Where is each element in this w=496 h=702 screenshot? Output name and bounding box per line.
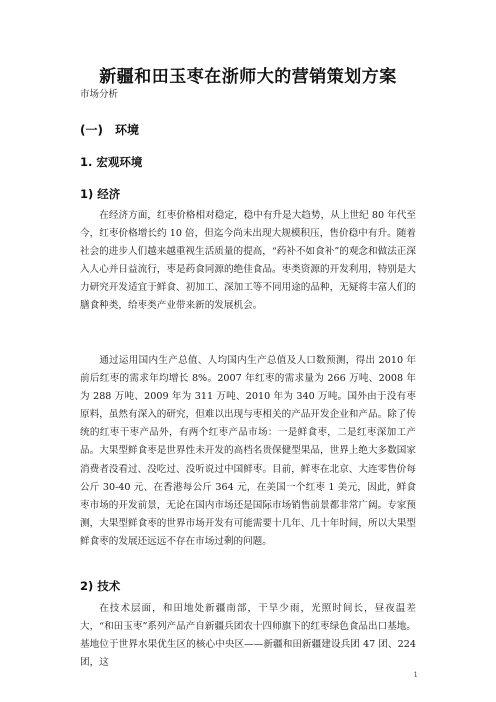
item-heading-technology: 2) 技术 (80, 579, 121, 593)
section-heading: (一) 环境 (80, 123, 139, 137)
paragraph-economy-2: 通过运用国内生产总值、人均国内生产总值及人口数预测，得出 2010 年前后红枣的需求年均增长 8%。2007 年红枣的需求量为 266 万吨、2008 年为 288 万吨、2009 年为 311 万吨、2010 年为 340 万吨。国外由于没有枣原料，虽然有深入的研究，但难以出现与枣相关的产品开发企业和产品。除了传统的红枣干枣产品外，有两个红枣产品市场：一是鲜食枣，二是红枣深加工产品。大果型鲜食枣是世界性未开发的高档名贵保健型果品，世界上绝大多数国家消费者没看过、没吃过、没听说过中国鲜枣。目前，鲜枣在北京、大连零售价每公斤 30-40 元、在香港每公斤 364 元，在美国一个红枣 1 美元，因此，鲜食枣市场的开发前景，无论在国内市场还是国际市场销售前景都非常广阔。专家预测，大果型鲜食枣的世界市场开发有可能需要十几年、几十年时间，所以大果型鲜食枣的发展还远远不存在市场过剩的问题。 (80, 355, 416, 547)
paragraph-technology-1: 在技术层面，和田地处新疆南部，干旱少雨，光照时间长，昼夜温差大，“和田玉枣”系列产品产自新疆兵团农十四师旗下的红枣绿色食品出口基地。基地位于世界水果优生区的核心中央区——新疆和田新疆建设兵团 47 团、224 团，这 (80, 603, 416, 669)
item-heading-economy: 1) 经济 (80, 187, 121, 201)
document-subtitle: 市场分析 (80, 89, 119, 100)
paragraph-economy-1: 在经济方面，红枣价格相对稳定，稳中有升是大趋势，从上世纪 80 年代至今，红枣价格增长约 10 倍，但迄今尚未出现大规模积压，售价稳中有升。随着社会的进步人们越来越重视生活质量的提高，“药补不如食补”的观念和做法正深入人心并日益流行，枣是药食同源的绝佳食品。枣类资源的开发利用，特别是大力研究开发适宜于鲜食、初加工、深加工等不同用途的品种，无疑将丰富人们的膳食种类，给枣类产业带来新的发展机会。 (80, 210, 416, 312)
subsection-heading: 1. 宏观环境 (80, 155, 143, 169)
page-number: 1 (413, 671, 418, 679)
document-title: 新疆和田玉枣在浙师大的营销策划方案 (99, 67, 397, 87)
